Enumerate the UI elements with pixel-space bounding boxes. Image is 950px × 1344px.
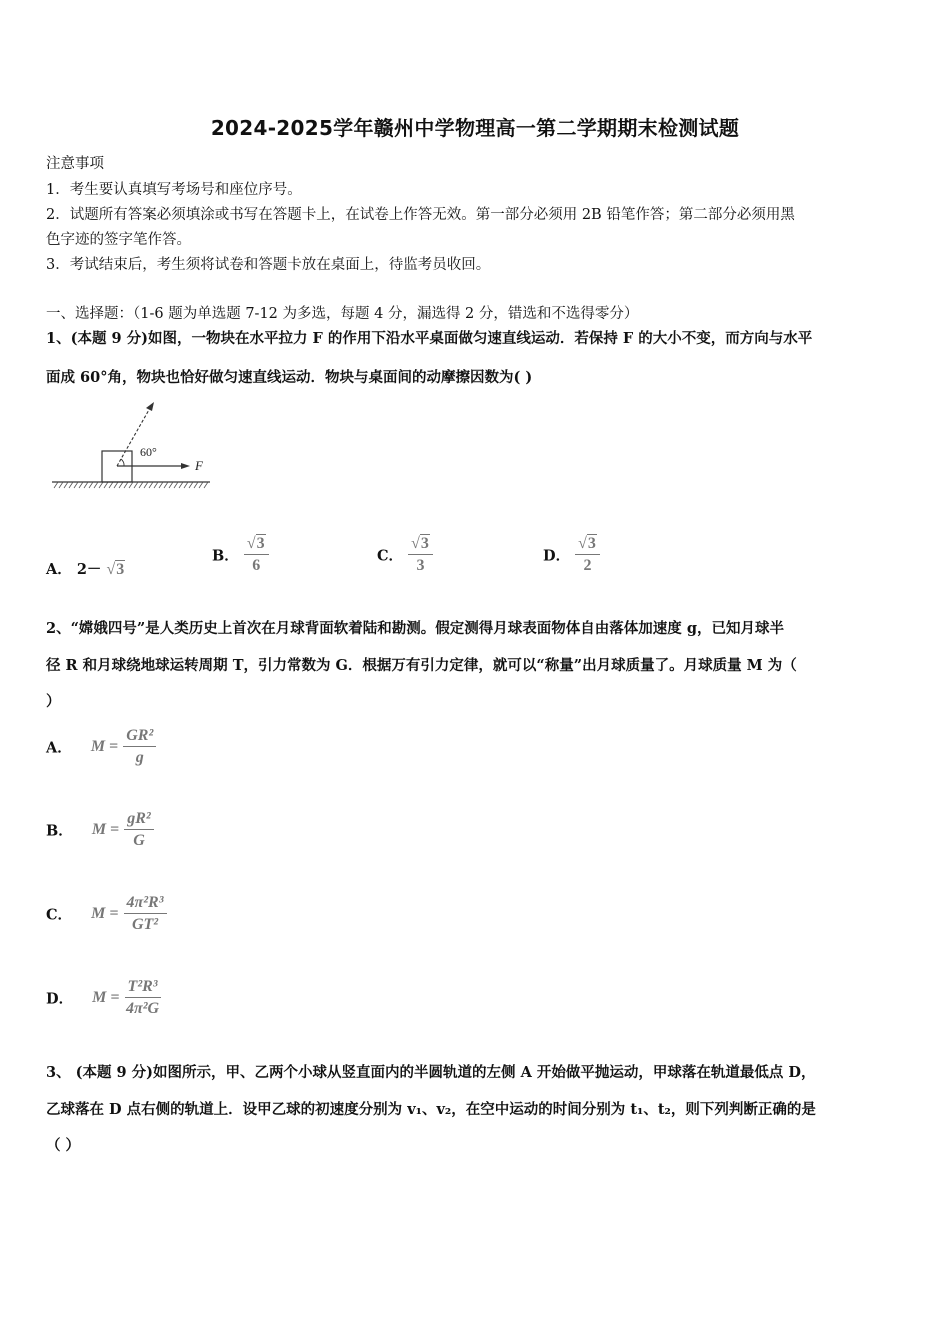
notice-item-1: 1．考生要认真填写考场号和座位序号。: [46, 182, 302, 198]
q1-option-b[interactable]: [212, 535, 269, 575]
q2-option-d-fraction: $\frac{\text{T²R³}}{\text{4π²G}}$: [126, 978, 160, 1017]
q2-option-b[interactable]: [46, 810, 154, 850]
dashed-arrowhead: [146, 402, 154, 411]
q2-option-b-fraction: $\frac{\text{gR²}}{G}$: [124, 810, 153, 850]
q2-line3: ）: [46, 693, 61, 710]
notice-item-2: 2．试题所有答案必须填涂或书写在答题卡上，在试卷上作答无效。第一部分必须用 2B 铅笔作答；第二部分必须用黑: [46, 207, 795, 223]
q2-line2: 径 R 和月球绕地球运转周期 T，引力常数为 G．根据万有引力定律，就可以“称量”出月球质量了。月球质量 M 为（: [46, 657, 797, 674]
q1-figure: [48, 398, 216, 494]
section-heading: 一、选择题：（1-6 题为单选题 7-12 为多选，每题 4 分，漏选得 2 分，错选和不选得零分）: [46, 306, 639, 322]
q2-option-c-lhs: M =: [91, 905, 119, 922]
notice-heading: 注意事项: [46, 156, 104, 172]
q2-line1: 2、“嫦娥四号”是人类历史上首次在月球背面软着陆和勘测。假定测得月球表面物体自由落体加速度 g，已知月球半: [46, 620, 784, 637]
q1-option-a[interactable]: [46, 558, 125, 579]
q2-option-b-lhs: M =: [91, 821, 120, 838]
sqrt-symbol: √3: [106, 561, 125, 578]
q1-option-a-label: A．: [46, 561, 72, 578]
q1-option-d-fraction: $\frac{√3}{2}$: [575, 535, 600, 575]
q1-line1: 1、(本题 9 分)如图，一物块在水平拉力 F 的作用下沿水平桌面做匀速直线运动．若保持 F 的大小不变，而方向与水平: [46, 330, 813, 347]
q2-option-a-label: A．: [46, 739, 72, 757]
force-arrowhead: [181, 463, 190, 469]
q2-option-c-fraction: $\frac{\text{4π²R³}}{\text{GT²}}$: [124, 894, 167, 934]
q3-line2: 乙球落在 D 点右侧的轨道上．设甲乙球的初速度分别为 v₁、v₂，在空中运动的时间分别为 t₁、t₂，则下列判断正确的是: [46, 1101, 816, 1118]
q2-option-a-fraction: $\frac{\text{GR²}}{g}$: [123, 727, 156, 767]
q2-option-a-lhs: M =: [90, 738, 119, 755]
q2-option-d-label: D．: [46, 990, 74, 1008]
q1-line2: 面成 60°角，物块也恰好做匀速直线运动．物块与桌面间的动摩擦因数为( ): [46, 369, 533, 386]
q2-option-d[interactable]: [46, 978, 161, 1018]
q1-option-d-label: D．: [543, 547, 571, 565]
notice-item-3: 3．考试结束后，考生须将试卷和答题卡放在桌面上，待监考员收回。: [46, 257, 491, 273]
q1-option-c-label: C．: [377, 547, 404, 565]
q1-option-c[interactable]: [377, 535, 433, 575]
q1-option-a-text: 2－: [76, 561, 102, 578]
q2-option-b-label: B．: [46, 822, 73, 840]
q1-option-d[interactable]: [543, 535, 600, 575]
q3-line1: 3、 (本题 9 分)如图所示，甲、乙两个小球从竖直面内的半圆轨道的左侧 A 开始做平抛运动，甲球落在轨道最低点 D，: [46, 1064, 816, 1081]
q1-option-b-fraction: $\frac{√3}{6}$: [244, 535, 269, 575]
q1-option-c-fraction: $\frac{√3}{3}$: [408, 535, 433, 575]
ground-surface: [52, 482, 210, 488]
angle-label: 60°: [140, 445, 157, 459]
notice-item-2-cont: 色字迹的签字笔作答。: [46, 232, 191, 248]
angle-arc: [121, 459, 124, 466]
q2-option-c-label: C．: [46, 906, 73, 924]
q2-option-c[interactable]: [46, 894, 167, 934]
q2-option-d-lhs: M =: [92, 989, 120, 1006]
q2-option-a[interactable]: [46, 727, 156, 767]
force-label: F: [195, 458, 203, 473]
page-title: 2024-2025学年赣州中学物理高一第二学期期末检测试题: [210, 116, 740, 140]
q1-option-b-label: B．: [212, 547, 239, 565]
q3-line3: （ ）: [46, 1137, 81, 1154]
